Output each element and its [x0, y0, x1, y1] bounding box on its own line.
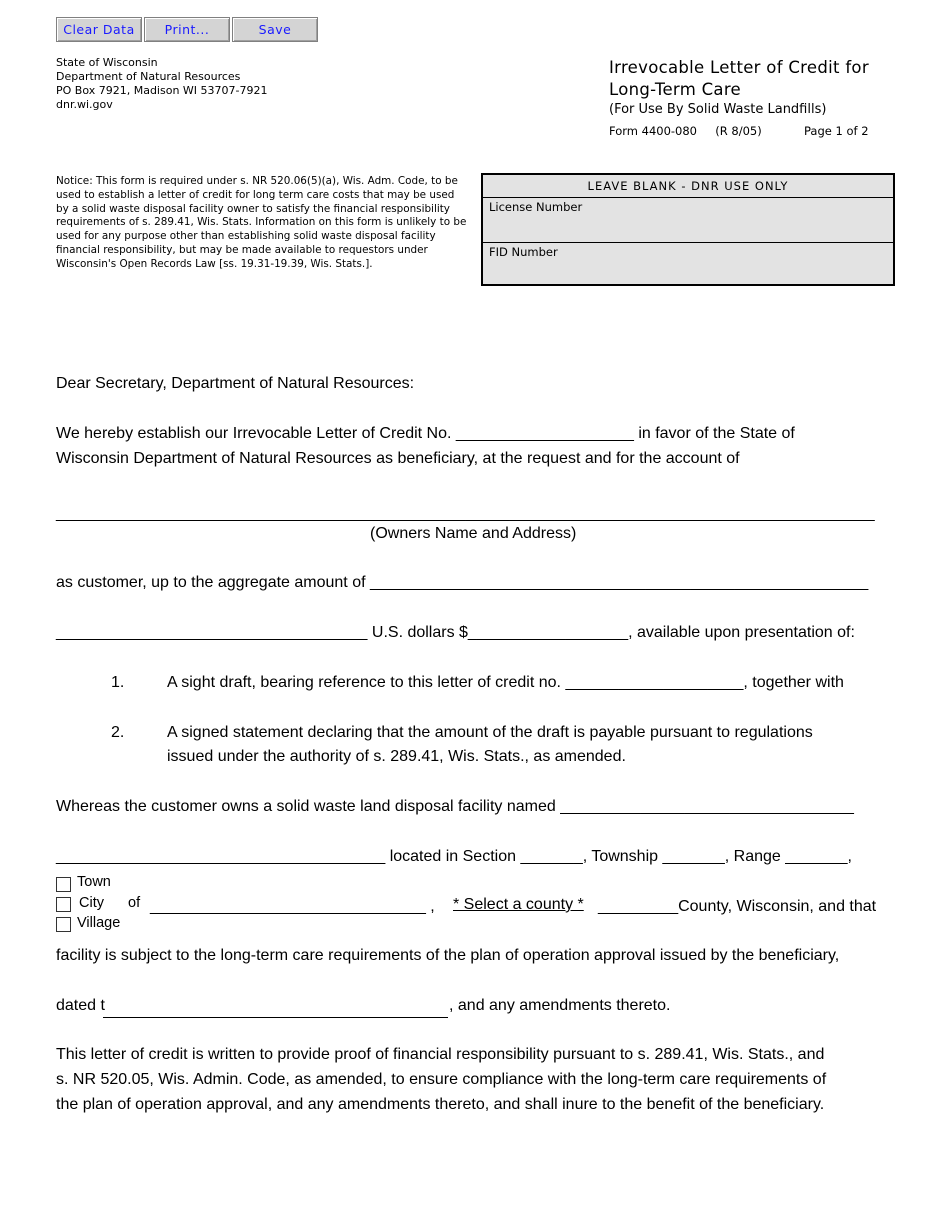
item-2-text-line-1: A signed statement declaring that the amount of the draft is payable pursuant to regulations	[167, 724, 813, 741]
save-button[interactable]: Save	[232, 17, 318, 42]
form-title	[609, 57, 869, 101]
paragraph-1-line-1: We hereby establish our Irrevocable Letter of Credit No. ____________________ in favor of the State of	[56, 425, 795, 442]
village-checkbox[interactable]	[56, 917, 71, 932]
facility-subject-line: facility is subject to the long-term care requirements of the plan of operation approval issued by the beneficiary,	[56, 947, 840, 964]
dnr-box-heading: LEAVE BLANK - DNR USE ONLY	[483, 175, 893, 198]
form-number: Form 4400-080 (R 8/05)	[609, 124, 762, 138]
dollars-line[interactable]: ___________________________________ U.S. dollars $__________________, available upon presentation of:	[56, 624, 855, 641]
form-title-line1: Irrevocable Letter of Credit for	[609, 58, 869, 77]
municipality-name-line[interactable]: _______________________________ ,	[150, 898, 435, 915]
paragraph-1-line-2: Wisconsin Department of Natural Resources as beneficiary, at the request and for the account of	[56, 450, 740, 467]
dated-label: dated t	[56, 997, 105, 1014]
closing-paragraph-line-3: the plan of operation approval, and any amendments thereto, and shall inure to the benefit of the beneficiary.	[56, 1096, 825, 1113]
clear-data-button[interactable]: Clear Data	[56, 17, 142, 42]
notice-text: Notice: This form is required under s. NR 520.06(5)(a), Wis. Adm. Code, to be used to establish a letter of credit for long term care costs that may be used by a solid waste disposal facility owner to satisfy the financial responsibility requirements of s. 289.41, Wis. Stats. Information on this form is unlikely to be used for any purpose other than establishing solid waste disposal facility financial responsibility, but may be made available to requestors under Wisconsin's Open Records Law [ss. 19.31-19.39, Wis. Stats.].	[56, 175, 467, 270]
owner-name-address-line[interactable]: ____________________________________________________________________________________________	[56, 505, 875, 522]
city-checkbox[interactable]	[56, 897, 71, 912]
item-1-number: 1.	[111, 674, 125, 691]
salutation: Dear Secretary, Department of Natural Resources:	[56, 375, 415, 392]
agency-po-box: PO Box 7921, Madison WI 53707-7921	[56, 84, 268, 97]
form-title-line2: Long-Term Care	[609, 80, 742, 99]
closing-paragraph-line-2: s. NR 520.05, Wis. Admin. Code, as amended, to ensure compliance with the long-term care requirements of	[56, 1071, 827, 1088]
town-checkbox[interactable]	[56, 877, 71, 892]
aggregate-amount-line[interactable]: as customer, up to the aggregate amount of ________________________________________________________	[56, 574, 869, 591]
location-line[interactable]: _____________________________________ located in Section _______, Township _______, Range _______,	[56, 848, 852, 865]
village-label: Village	[77, 915, 121, 931]
agency-website: dnr.wi.gov	[56, 98, 113, 111]
city-label: City	[79, 895, 104, 911]
of-label: of	[128, 895, 141, 911]
closing-paragraph-line-1: This letter of credit is written to provide proof of financial responsibility pursuant to s. 289.41, Wis. Stats., and	[56, 1046, 825, 1063]
item-1-text[interactable]: A sight draft, bearing reference to this letter of credit no. ____________________, together with	[167, 674, 844, 691]
agency-state: State of Wisconsin	[56, 56, 158, 69]
form-subtitle: (For Use By Solid Waste Landfills)	[609, 102, 827, 117]
license-number-field[interactable]	[483, 198, 893, 243]
facility-name-line[interactable]: Whereas the customer owns a solid waste land disposal facility named _________________________________	[56, 798, 854, 815]
item-2-text-line-2: issued under the authority of s. 289.41, Wis. Stats., as amended.	[167, 748, 626, 765]
item-2-number: 2.	[111, 724, 125, 741]
dnr-use-only-box	[481, 173, 895, 286]
agency-department: Department of Natural Resources	[56, 70, 241, 83]
county-select[interactable]: * Select a county *	[453, 896, 584, 913]
dated-suffix: , and any amendments thereto.	[449, 997, 671, 1014]
fid-number-label: FID Number	[489, 245, 558, 259]
license-number-label: License Number	[489, 200, 583, 214]
print-button[interactable]: Print...	[144, 17, 230, 42]
owner-name-caption: (Owners Name and Address)	[370, 525, 577, 542]
form-toolbar	[56, 17, 318, 42]
county-tail-text: _________County, Wisconsin, and that	[598, 898, 877, 915]
dated-field[interactable]	[103, 997, 448, 1018]
page-number: Page 1 of 2	[804, 124, 869, 138]
fid-number-field[interactable]	[483, 243, 893, 284]
agency-address	[56, 56, 268, 112]
town-label: Town	[77, 874, 111, 890]
